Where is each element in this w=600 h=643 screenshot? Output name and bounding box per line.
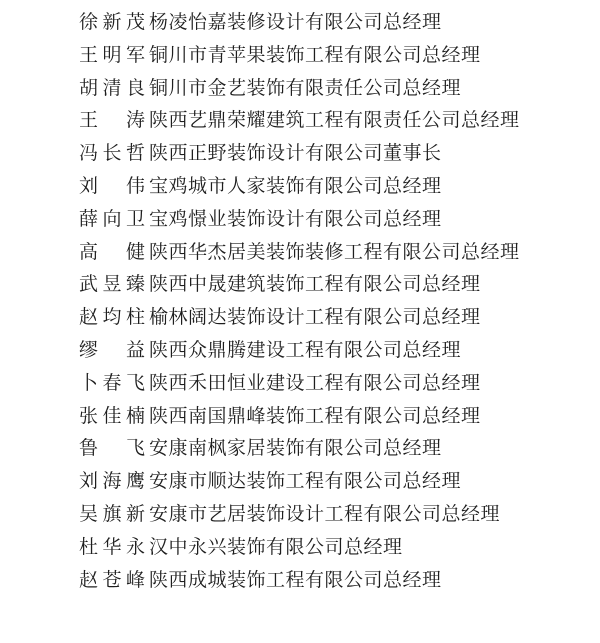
company-title: 陕西成城装饰工程有限公司总经理 (149, 568, 442, 591)
person-name: 张佳楠 (79, 404, 145, 427)
company-title: 陕西艺鼎荣耀建筑工程有限责任公司总经理 (149, 109, 520, 132)
list-item (79, 400, 520, 433)
company-title: 铜川市青苹果装饰工程有限公司总经理 (149, 43, 481, 66)
person-name: 胡清良 (79, 76, 145, 99)
company-title: 宝鸡憬业装饰设计有限公司总经理 (149, 207, 442, 230)
member-list (79, 6, 520, 596)
person-name: 高 健 (79, 240, 145, 263)
list-item (79, 564, 520, 597)
person-name: 吴旗新 (79, 502, 145, 525)
company-title: 宝鸡城市人家装饰有限公司总经理 (149, 174, 442, 197)
company-title: 汉中永兴装饰有限公司总经理 (149, 535, 403, 558)
person-name: 冯长哲 (79, 142, 145, 165)
list-item (79, 465, 520, 498)
person-name: 赵均柱 (79, 306, 145, 329)
person-name: 卜春飞 (79, 371, 145, 394)
list-item (79, 498, 520, 531)
company-title: 陕西正野装饰设计有限公司董事长 (149, 142, 442, 165)
list-item (79, 531, 520, 564)
person-name: 杜华永 (79, 535, 145, 558)
list-item (79, 104, 520, 137)
person-name: 徐新茂 (79, 11, 145, 33)
person-name: 王 涛 (79, 109, 145, 132)
company-title: 杨凌怡嘉装修设计有限公司总经理 (149, 11, 442, 33)
list-item (79, 334, 520, 367)
list-item (79, 72, 520, 105)
person-name: 薛向卫 (79, 207, 145, 230)
list-item (79, 137, 520, 170)
list-item (79, 367, 520, 400)
person-name: 缪 益 (79, 338, 145, 361)
list-item (79, 301, 520, 334)
person-name: 刘 伟 (79, 174, 145, 197)
company-title: 安康市艺居装饰设计工程有限公司总经理 (149, 502, 501, 525)
company-title: 陕西禾田恒业建设工程有限公司总经理 (149, 371, 481, 394)
company-title: 陕西中晟建筑装饰工程有限公司总经理 (149, 273, 481, 296)
list-item (79, 39, 520, 72)
list-item (79, 268, 520, 301)
list-item (79, 170, 520, 203)
person-name: 武昱臻 (79, 273, 145, 296)
company-title: 安康市顺达装饰工程有限公司总经理 (149, 470, 462, 493)
list-item (79, 6, 520, 39)
person-name: 王明军 (79, 43, 145, 66)
person-name: 赵苍峰 (79, 568, 145, 591)
company-title: 陕西南国鼎峰装饰工程有限公司总经理 (149, 404, 481, 427)
list-item (79, 432, 520, 465)
company-title: 安康南枫家居装饰有限公司总经理 (149, 437, 442, 460)
company-title: 陕西华杰居美装饰装修工程有限公司总经理 (149, 240, 520, 263)
person-name: 鲁 飞 (79, 437, 145, 460)
company-title: 榆林阔达装饰设计工程有限公司总经理 (149, 306, 481, 329)
company-title: 陕西众鼎腾建设工程有限公司总经理 (149, 338, 462, 361)
person-name: 刘海鹰 (79, 470, 145, 493)
list-item (79, 236, 520, 269)
list-item (79, 203, 520, 236)
company-title: 铜川市金艺装饰有限责任公司总经理 (149, 76, 462, 99)
